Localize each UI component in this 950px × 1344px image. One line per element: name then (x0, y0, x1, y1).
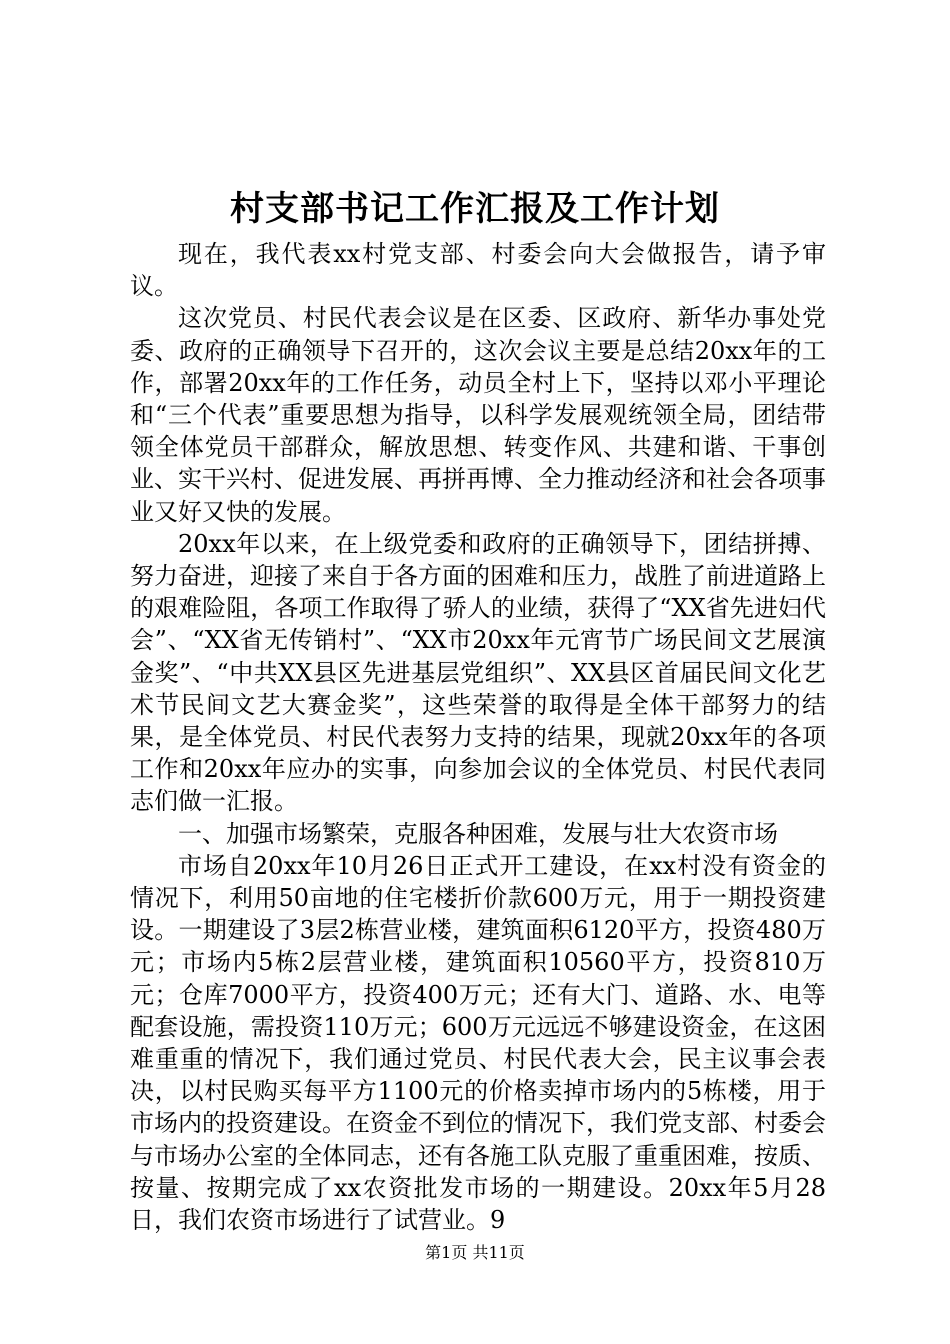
paragraph-achievements: 20xx年以来，在上级党委和政府的正确领导下，团结拼搏、努力奋进，迎接了来自于各方面的困难和压力，战胜了前进道路上的艰难险阻，各项工作取得了骄人的业绩，获得了“XX省先进妇代会”、“XX省无传销村”、“XX市20xx年元宵节广场民间文艺展演金奖”、“中共XX县区先进基层党组织”、XX县区首届民间文化艺术节民间文艺大赛金奖”，这些荣誉的取得是全体干部努力的结果，是全体党员、村民代表努力支持的结果，现就20xx年的各项工作和20xx年应办的实事，向参加会议的全体党员、村民代表同志们做一汇报。 (130, 529, 826, 816)
page-number-footer: 第1页 共11页 (425, 1243, 525, 1262)
paragraph-market-construction: 市场自20xx年10月26日正式开工建设，在xx村没有资金的情况下，利用50亩地的住宅楼折价款600万元，用于一期投资建设。一期建设了3层2栋营业楼，建筑面积6120平方，投资480万元；市场内5栋2层营业楼，建筑面积10560平方，投资810万元；仓库7000平方，投资400万元；还有大门、道路、水、电等配套设施，需投资110万元；600万元远远不够建设资金，在这困难重重的情况下，我们通过党员、村民代表大会，民主议事会表决，以村民购买每平方1100元的价格卖掉市场内的5栋楼，用于市场内的投资建设。在资金不到位的情况下，我们党支部、村委会与市场办公室的全体同志，还有各施工队克服了重重困难，按质、按量、按期完成了xx农资批发市场的一期建设。20xx年5月28日，我们农资市场进行了试营业。9 (130, 851, 826, 1235)
document-title: 村支部书记工作汇报及工作计划 (230, 189, 720, 229)
section-heading: 一、加强市场繁荣，克服各种困难，发展与壮大农资市场 (178, 819, 778, 848)
paragraph-meeting-purpose: 这次党员、村民代表会议是在区委、区政府、新华办事处党委、政府的正确领导下召开的，这次会议主要是总结20xx年的工作，部署20xx年的工作任务，动员全村上下，坚持以邓小平理论和“三个代表”重要思想为指导，以科学发展观统领全局，团结带领全体党员干部群众，解放思想、转变作风、共建和谐、干事创业、实干兴村、促进发展、再拼再博、全力推动经济和社会各项事业又好又快的发展。 (130, 304, 826, 526)
document-body (130, 238, 826, 1236)
paragraph-opening: 现在，我代表xx村党支部、村委会向大会做报告，请予审议。 (130, 240, 826, 301)
